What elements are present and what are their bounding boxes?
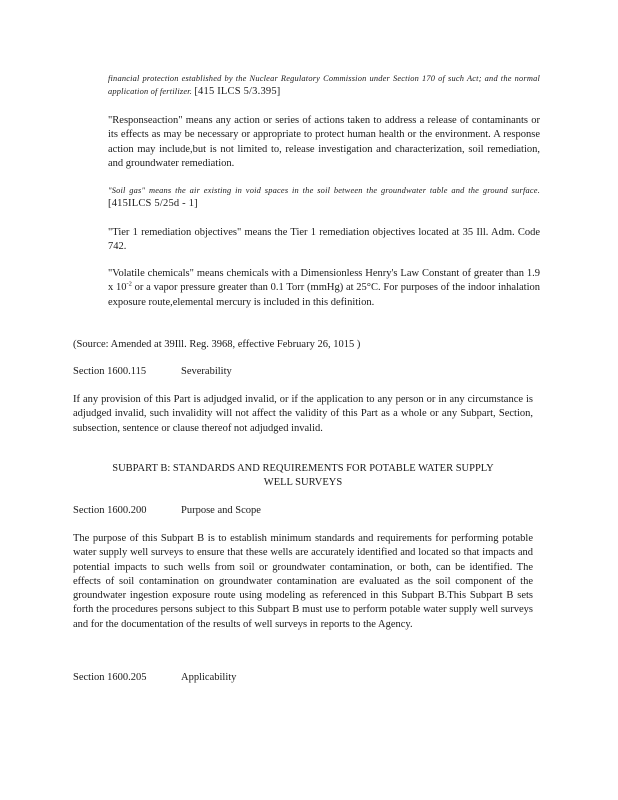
section-heading-1600-200 xyxy=(73,504,261,518)
section-number: Section 1600.115 xyxy=(73,366,147,377)
volatile-text-part2: or a vapor pressure greater than 0.1 Torr (mmHg) at 25°C. For purposes of the indoor inhalation exposure route,elemental mercury is included in this definition. xyxy=(108,282,540,308)
section-heading-1600-205 xyxy=(73,671,237,685)
section-title: Purpose and Scope xyxy=(181,505,261,516)
section-number: Section 1600.205 xyxy=(73,672,147,683)
subpart-heading-line2: WELL SURVEYS xyxy=(263,477,343,489)
exponent: -2 xyxy=(126,280,132,288)
volatile-chemicals-definition xyxy=(108,267,540,310)
statute-reference: [415 ILCS 5/3.395] xyxy=(194,85,281,97)
section-title: Severability xyxy=(181,366,232,377)
soil-gas-definition xyxy=(108,185,540,210)
source-note: (Source: Amended at 39Ill. Reg. 3968, effective February 26, 1015 ) xyxy=(73,339,361,350)
section-title: Applicability xyxy=(181,672,237,683)
section-number: Section 1600.200 xyxy=(73,505,147,516)
subpart-heading xyxy=(73,462,533,491)
section-heading-1600-115 xyxy=(73,365,232,379)
response-action-definition: "Responseaction" means any action or series of actions taken to address a release of contaminants or its effects as may be necessary or appropriate to protect human health or the environment. A response action may include,but is not limited to, release investigation and characterization, soil remediation, and groundwater remediation. xyxy=(108,115,540,169)
tier1-definition: "Tier 1 remediation objectives" means the Tier 1 remediation objectives located at 35 Ill. Adm. Code 742. xyxy=(108,227,540,253)
purpose-scope-paragraph: The purpose of this Subpart B is to establish minimum standards and requirements for performing potable water supply well surveys to ensure that these wells are accurately identified and located so that impacts and potential impacts to such wells from soil or groundwater contamination, or both, can be identified. The effects of soil contamination on groundwater contamination are evaluated as the soil component of the groundwater ingestion exposure route using modeling as referenced in this Subpart B.This Subpart B sets forth the procedures persons subject to this Subpart B must use to perform potable water supply well surveys and for the documentation of the results of well surveys in reports to the Agency. xyxy=(73,533,533,630)
subpart-heading-line1: SUBPART B: STANDARDS AND REQUIREMENTS FOR POTABLE WATER SUPPLY xyxy=(112,463,494,474)
fertilizer-definition-text: financial protection established by the Nuclear Regulatory Commission under Section 170 of such Act; and the normal application of fertilizer. xyxy=(108,74,540,96)
fertilizer-definition xyxy=(108,73,540,98)
severability-paragraph: If any provision of this Part is adjudged invalid, or if the application to any person or in any circumstance is adjudged invalid, such invalidity will not affect the validity of this Part as a whole or any Subpart, Section, subsection, sentence or clause thereof not adjudged invalid. xyxy=(73,394,533,434)
statute-reference: [415ILCS 5/25d - 1] xyxy=(108,197,198,209)
soil-gas-definition-text: "Soil gas" means the air existing in void spaces in the soil between the groundwater table and the ground surface. xyxy=(108,186,540,195)
volatile-text-part1: "Volatile chemicals" means chemicals with a Dimensionless Henry's Law Constant of greater than 1.9 x 10 xyxy=(108,268,540,294)
